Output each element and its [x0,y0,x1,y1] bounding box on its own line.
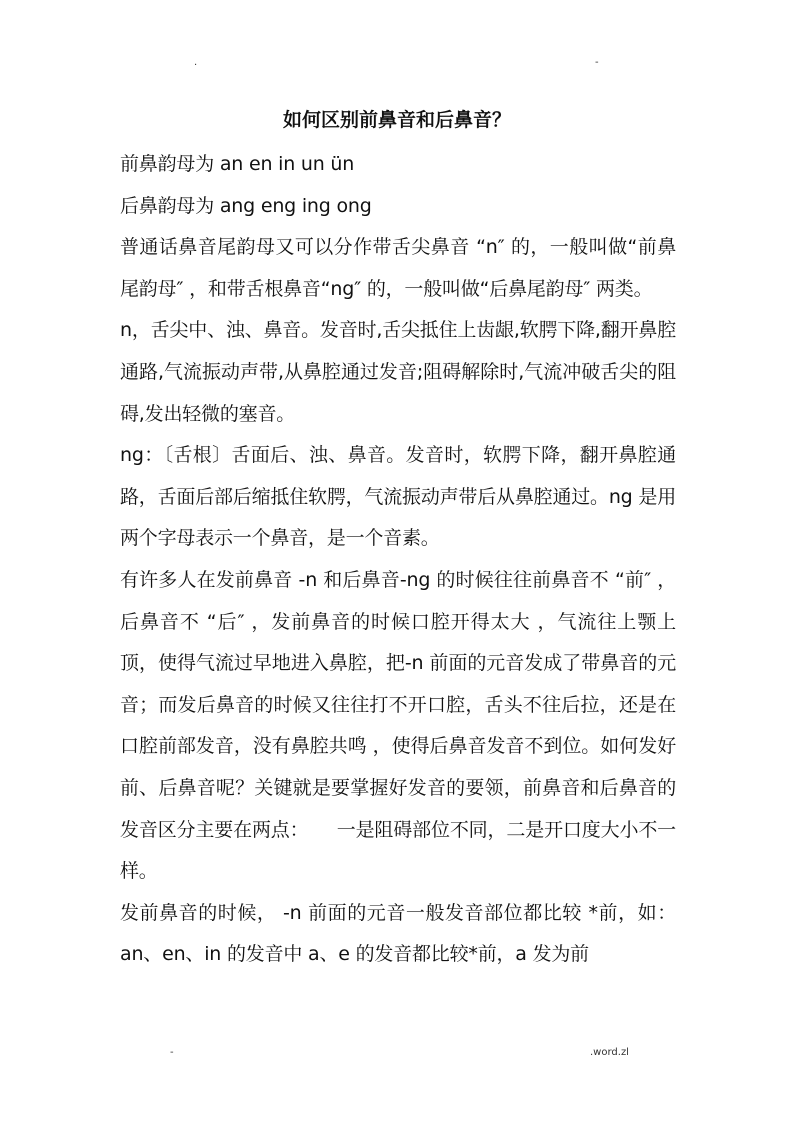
paragraph-common-errors: 有许多人在发前鼻音 -n 和后鼻音-ng 的时候往往前鼻音不 “前″ ，后鼻音不 “后″ ，发前鼻音的时候口腔开得太大 ，气流往上颚上顶，使得气流过早地进入鼻腔，把-n 前面的元音发成了带鼻音的元音；而发后鼻音的时候又往往打不开口腔，舌头不往后拉，还是在口腔前部发音，没有鼻腔共鸣 ，使得后鼻音发音不到位。如何发好前、后鼻音呢？关键就是要掌握好发音的要领，前鼻音和后鼻音的发音区分主要在两点： 一是阻碍部位不同，二是开口度大小不一样。 [120,568,676,883]
paragraph-n-description: n，舌尖中、浊、鼻音。发音时,舌尖抵住上齿龈,软腭下降,翻开鼻腔通路,气流振动声带,从鼻腔通过发音;阻碍解除时,气流冲破舌尖的阻碍,发出轻微的塞音。 [120,319,676,425]
header-right-mark: - [595,57,599,68]
document-title: 如何区别前鼻音和后鼻音？ [282,109,511,131]
document-body [120,144,676,976]
paragraph-front-nasal-pronunciation: 发前鼻音的时候， -n 前面的元音一般发音部位都比较 *前，如：an、en、in 的发音中 a、e 的发音都比较*前，a 发为前 [120,901,676,966]
paragraph-back-nasal-finals: 后鼻韵母为 ang eng ing ong [120,194,372,217]
header-left-mark: . [194,57,198,68]
footer-right-mark: .word.zl [590,1047,629,1058]
footer-left-mark: - [170,1047,174,1058]
paragraph-front-nasal-finals: 前鼻韵母为 an en in un ün [120,153,355,175]
paragraph-nasal-final-categories: 普通话鼻音尾韵母又可以分作带舌尖鼻音 “n″ 的，一般叫做“前鼻尾韵母″ ，和带舌根鼻音“ng″ 的，一般叫做“后鼻尾韵母″ 两类。 [120,236,676,300]
paragraph-ng-description: ng：〔舌根〕舌面后、浊、鼻音。发音时，软腭下降，翻开鼻腔通路，舌面后部后缩抵住软腭，气流振动声带后从鼻腔通过。ng 是用两个字母表示一个鼻音，是一个音素。 [120,444,676,550]
